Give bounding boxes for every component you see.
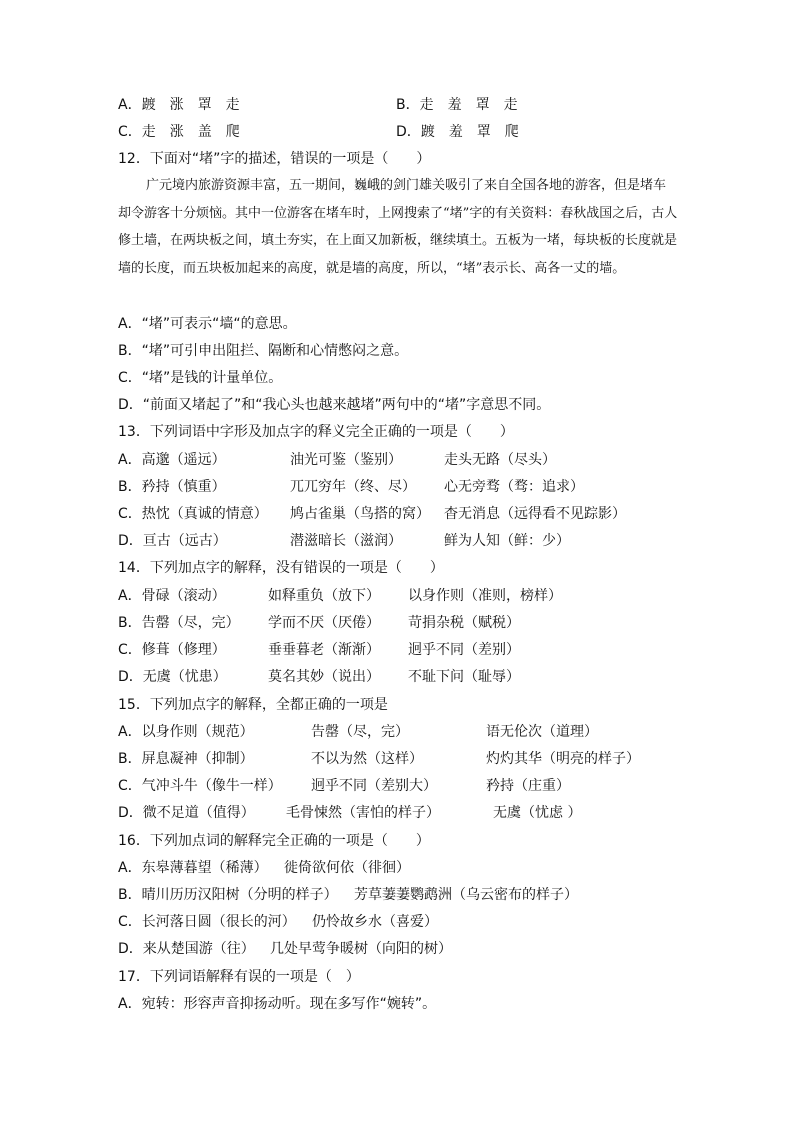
- q15-b-1: B．屏息凝神（抑制）: [118, 751, 254, 767]
- q15-c-1: C．气冲斗牛（像牛一样）: [118, 778, 282, 794]
- q16-stem: 16．下列加点词的解释完全正确的一项是（ ）: [118, 833, 430, 849]
- q16-d-1: D．来从楚国游（往）: [118, 941, 255, 957]
- q15-a-2: 告罄（尽，完）: [311, 724, 409, 740]
- q13-c-3: 杳无消息（远得看不见踪影）: [444, 506, 626, 522]
- q15-d-2: 毛骨悚然（害怕的样子）: [286, 805, 440, 821]
- option-b: B．走 羞 罩 走: [396, 97, 518, 113]
- q16-b-1: B．晴川历历汉阳树（分明的样子）: [118, 887, 338, 903]
- q14-c-2: 垂垂暮老（渐渐）: [268, 642, 380, 658]
- q16-d-2: 几处早莺争暖树（向阳的树）: [270, 941, 452, 957]
- q14-stem: 14．下列加点字的解释，没有错误的一项是（ ）: [118, 560, 444, 576]
- q14-a-3: 以身作则（准则，榜样）: [408, 588, 562, 604]
- q13-b-2: 兀兀穷年（终、尽）: [290, 479, 416, 495]
- q12-option-b: B．“堵”可引申出阻拦、隔断和心情憋闷之意。: [118, 343, 409, 359]
- q13-d-3: 鲜为人知（鲜：少）: [444, 533, 570, 549]
- q14-c-1: C．修葺（修理）: [118, 642, 226, 658]
- q15-d-1: D．微不足道（值得）: [118, 805, 255, 821]
- q14-c-3: 迥乎不同（差别）: [408, 642, 520, 658]
- q14-d-3: 不耻下问（耻辱）: [408, 669, 520, 685]
- q14-d-1: D．无虞（忧患）: [118, 669, 227, 685]
- option-a: A．踱 涨 罩 走: [118, 97, 240, 113]
- q16-b-2: 芳草萋萋鹦鹉洲（乌云密布的样子）: [354, 887, 578, 903]
- q14-d-2: 莫名其妙（说出）: [268, 669, 380, 685]
- q14-b-1: B．告罄（尽，完）: [118, 615, 240, 631]
- q12-passage-text: 广元境内旅游资源丰富，五一期间，巍峨的剑门雄关吸引了来自全国各地的游客，但是堵车却令游客十分烦恼。其中一位游客在堵车时，上网搜索了“堵”字的有关资料：春秋战国之后，古人修土墙，在两块板之间，填土夯实，在上面又加新板，继续填土。五板为一堵，每块板的长度就是墙的长度，而五块板加起来的高度，就是墙的高度，所以，“堵”表示长、高各一丈的墙。: [118, 178, 678, 276]
- q12-passage: [118, 172, 678, 282]
- q16-a-1: A．东皋薄暮望（稀薄）: [118, 860, 268, 876]
- q16-c-1: C．长河落日圆（很长的河）: [118, 914, 296, 930]
- q15-a-3: 语无伦次（道理）: [486, 724, 598, 740]
- q15-c-3: 矜持（庄重）: [486, 778, 570, 794]
- q16-c-2: 仍怜故乡水（喜爱）: [312, 914, 438, 930]
- q12-option-a: A．“堵”可表示“墙“的意思。: [118, 316, 297, 332]
- q13-a-2: 油光可鉴（鉴别）: [290, 452, 402, 468]
- q17-option-a: A．宛转：形容声音抑扬动听。现在多写作“婉转”。: [118, 996, 437, 1012]
- option-c: C．走 涨 盖 爬: [118, 124, 240, 140]
- q12-stem: 12．下面对“堵”字的描述，错误的一项是（ ）: [118, 151, 431, 167]
- q14-b-2: 学而不厌（厌倦）: [268, 615, 380, 631]
- q13-d-1: D．亘古（远古）: [118, 533, 227, 549]
- q13-c-1: C．热忱（真诚的情意）: [118, 506, 268, 522]
- q13-a-3: 走头无路（尽头）: [444, 452, 556, 468]
- q14-b-3: 苛捐杂税（赋税）: [408, 615, 520, 631]
- q13-b-1: B．矜持（慎重）: [118, 479, 226, 495]
- option-d: D．踱 羞 罩 爬: [396, 124, 519, 140]
- q13-c-2: 鸠占雀巢（鸟搭的窝）: [290, 506, 430, 522]
- q15-c-2: 迥乎不同（差别大）: [311, 778, 437, 794]
- q15-b-3: 灼灼其华（明亮的样子）: [486, 751, 640, 767]
- q15-d-3: 无虞（忧虑 ）: [493, 805, 582, 821]
- q15-b-2: 不以为然（这样）: [311, 751, 423, 767]
- q13-stem: 13．下列词语中字形及加点字的释义完全正确的一项是（ ）: [118, 424, 514, 440]
- q12-option-d: D．“前面又堵起了”和“我心头也越来越堵”两句中的“堵”字意思不同。: [118, 397, 551, 413]
- q12-option-c: C．“堵”是钱的计量单位。: [118, 370, 283, 386]
- q13-d-2: 潜滋暗长（滋润）: [290, 533, 402, 549]
- q14-a-2: 如释重负（放下）: [268, 588, 380, 604]
- q15-a-1: A．以身作则（规范）: [118, 724, 254, 740]
- q16-a-2: 徙倚欲何依（徘徊）: [284, 860, 410, 876]
- q13-b-3: 心无旁骛（骛：追求）: [444, 479, 584, 495]
- q17-stem: 17．下列词语解释有误的一项是（ ）: [118, 969, 360, 985]
- q13-a-1: A．高邈（遥远）: [118, 452, 226, 468]
- q15-stem: 15．下列加点字的解释，全都正确的一项是: [118, 697, 388, 713]
- q14-a-1: A．骨碌（滚动）: [118, 588, 226, 604]
